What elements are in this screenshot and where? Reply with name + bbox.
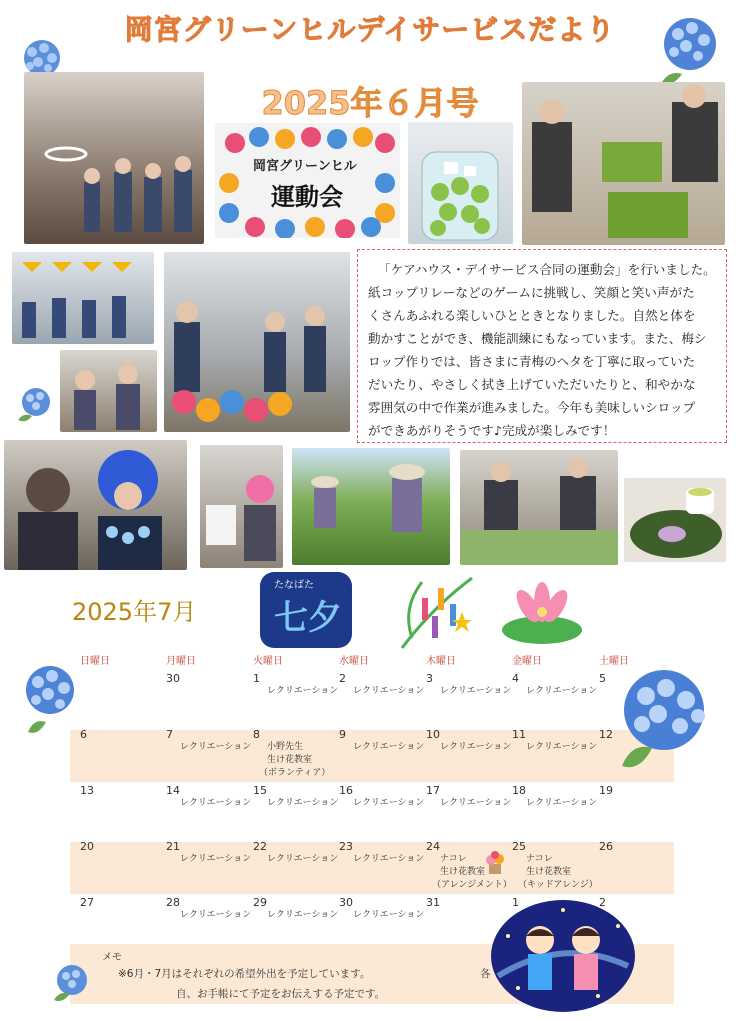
weekday-mon: 月曜日 [166,656,196,667]
weekday-thu: 木曜日 [426,656,456,667]
newsletter-title: 岡宮グリーンヒルデイサービスだより [124,13,616,46]
calendar-event: レクリエーション [440,742,512,752]
calendar-day-cell [512,840,598,892]
article-text [357,249,727,443]
photo-gym-1 [12,252,154,344]
calendar-day-cell [512,728,597,754]
lotus-icon [498,568,586,650]
banner-line1: 岡宮グリーンヒル [253,159,357,174]
calendar-day-number: 19 [599,784,613,797]
calendar-day-number: 14 [166,784,180,797]
article-line: ロップ作りでは、皆さまに青梅のヘタを丁寧に取っていた [368,354,696,369]
photo-tea-picking-1 [292,448,450,565]
calendar-day-cell [339,728,424,754]
calendar-event: ナコレ [526,854,553,864]
calendar-day-number: 17 [426,784,440,797]
calendar-day-number: 24 [426,840,440,853]
article-line: くさんあふれる楽しいひとときとなりました。自然と体を [368,308,696,323]
calendar-day-number: 20 [80,840,94,853]
photo-relay-game [24,72,204,244]
calendar-day-cell [80,840,94,853]
calendar-day-cell [426,784,511,810]
calendar-day-number: 10 [426,728,440,741]
calendar-day-cell [80,728,87,741]
calendar-day-cell [339,672,424,698]
calendar-event: ナコレ [440,854,467,864]
calendar-event: レクリエーション [353,798,425,808]
calendar-day-number: 18 [512,784,526,797]
calendar-day-number: 7 [166,728,173,741]
calendar-event: レクリエーション [440,798,512,808]
photo-plum-jar [408,122,513,244]
calendar-event: レクリエーション [180,798,252,808]
calendar-event: （ボランティア） [259,768,331,778]
calendar-day-cell [599,784,613,797]
calendar-event: レクリエーション [440,686,512,696]
calendar-event: 生け花教室 [267,755,313,765]
flower-arrangement-icon [482,850,508,876]
banner-line2: 運動会 [271,183,343,211]
calendar-day-number: 29 [253,896,267,909]
weekday-sun: 日曜日 [80,656,110,667]
calendar-day-cell [253,840,338,866]
hydrangea-icon [652,12,730,92]
weekday-fri: 金曜日 [512,656,542,667]
calendar-event: レクリエーション [180,742,252,752]
calendar-day-number: 30 [339,896,353,909]
calendar-event: 生け花教室 [526,867,572,877]
calendar-day-number: 2 [599,896,606,909]
hydrangea-icon [14,384,58,424]
calendar-day-cell [166,728,251,754]
calendar-day-cell [512,784,597,810]
calendar-day-cell [166,672,180,685]
calendar-event: レクリエーション [180,910,252,920]
calendar-event: 小野先生 [267,742,304,752]
hydrangea-icon [18,660,80,736]
calendar-event: （キッドアレンジ） [518,880,598,890]
calendar-day-cell [253,896,338,922]
calendar-day-number: 12 [599,728,613,741]
article-line: だいたり、やさしく拭き上げていただいたりと、和やかな [368,377,696,392]
photo-tea-picking-2 [460,450,618,565]
memo-line-2: 自、お手帳にて予定をお伝えする予定です。 [176,988,386,1000]
calendar-event: レクリエーション [267,686,339,696]
photo-tea-sweets [624,478,726,562]
calendar-day-number: 2 [339,672,346,685]
calendar-day-number: 27 [80,896,94,909]
calendar-day-number: 28 [166,896,180,909]
calendar-event: レクリエーション [526,798,598,808]
memo-line-1: ※6月・7月はそれぞれの希望外出を予定しています。 [118,968,371,980]
calendar-day-cell [426,672,511,698]
calendar-event: レクリエーション [353,854,425,864]
calendar-day-number: 22 [253,840,267,853]
calendar-day-number: 16 [339,784,353,797]
article-line: ができあがりそうです♪完成が楽しみです！ [368,423,616,438]
calendar-day-cell [253,784,338,810]
calendar-day-cell [80,896,94,909]
calendar-day-number: 21 [166,840,180,853]
photo-sports-banner [215,123,400,238]
calendar-day-number: 26 [599,840,613,853]
calendar-day-number: 1 [253,672,260,685]
photo-wigs [4,440,187,570]
calendar-day-number: 4 [512,672,519,685]
calendar-day-cell [166,896,251,922]
photo-pink-wig [200,445,283,568]
calendar-event: レクリエーション [180,854,252,864]
orihime-hikoboshi-icon [488,896,638,1016]
calendar-day-cell [426,728,511,754]
photo-gym-2 [60,350,157,432]
calendar-event: レクリエーション [526,686,598,696]
hydrangea-icon [50,960,94,1004]
calendar-event: レクリエーション [353,910,425,920]
calendar-day-number: 13 [80,784,94,797]
tanabata-big-label: 七夕 [274,598,342,638]
tanabata-small-label: たなばた [274,580,314,591]
photo-plum-prep [522,82,725,245]
calendar-day-number: 8 [253,728,260,741]
calendar-event: レクリエーション [526,742,598,752]
article-line: 紙コップリレーなどのゲームに挑戦し、笑顔と笑い声がた [368,285,695,300]
tanabata-logo [260,572,352,648]
calendar-day-cell [80,784,94,797]
calendar-event: レクリエーション [267,798,339,808]
calendar-event: 生け花教室 [440,867,486,877]
memo-line-1-suffix: 各 [480,968,491,980]
calendar-day-cell [166,840,251,866]
calendar-day-number: 9 [339,728,346,741]
article-line: 雰囲気の中で作業が進みました。今年も美味しいシロップ [368,400,696,415]
calendar-day-number: 31 [426,896,440,909]
article-line: 「ケアハウス・デイサービス合同の運動会」を行いました。 [378,262,716,277]
bamboo-decoration-icon [392,568,482,652]
calendar-event: （アレンジメント） [432,880,512,890]
calendar-day-number: 11 [512,728,526,741]
photo-gym-3 [164,252,350,432]
weekday-tue: 火曜日 [253,656,283,667]
issue-label: 2025年６月号 [261,84,479,122]
article-line: 動かすことができ、機能訓練にもなっています。また、梅シ [368,331,707,346]
calendar-day-number: 5 [599,672,606,685]
calendar-event: レクリエーション [267,910,339,920]
calendar-day-cell [599,840,613,853]
calendar-event: レクリエーション [353,742,425,752]
hydrangea-icon [602,662,722,774]
memo-label: メモ [102,952,122,963]
calendar-day-cell [339,784,424,810]
calendar-day-number: 15 [253,784,267,797]
weekday-sat: 土曜日 [599,656,629,667]
calendar-day-number: 1 [512,896,519,909]
calendar-day-cell [166,784,251,810]
calendar-day-number: 30 [166,672,180,685]
calendar-day-cell [339,896,424,922]
calendar-month: 2025年7月 [72,598,197,626]
calendar-day-cell [339,840,424,866]
calendar-day-number: 3 [426,672,433,685]
calendar-event: レクリエーション [353,686,425,696]
calendar-day-number: 6 [80,728,87,741]
weekday-wed: 水曜日 [339,656,369,667]
calendar-day-cell [512,672,597,698]
calendar-event: レクリエーション [267,854,339,864]
calendar-day-cell [253,672,338,698]
calendar-day-number: 25 [512,840,526,853]
calendar-day-number: 23 [339,840,353,853]
calendar-day-cell [253,728,330,780]
calendar-day-cell [426,896,440,909]
